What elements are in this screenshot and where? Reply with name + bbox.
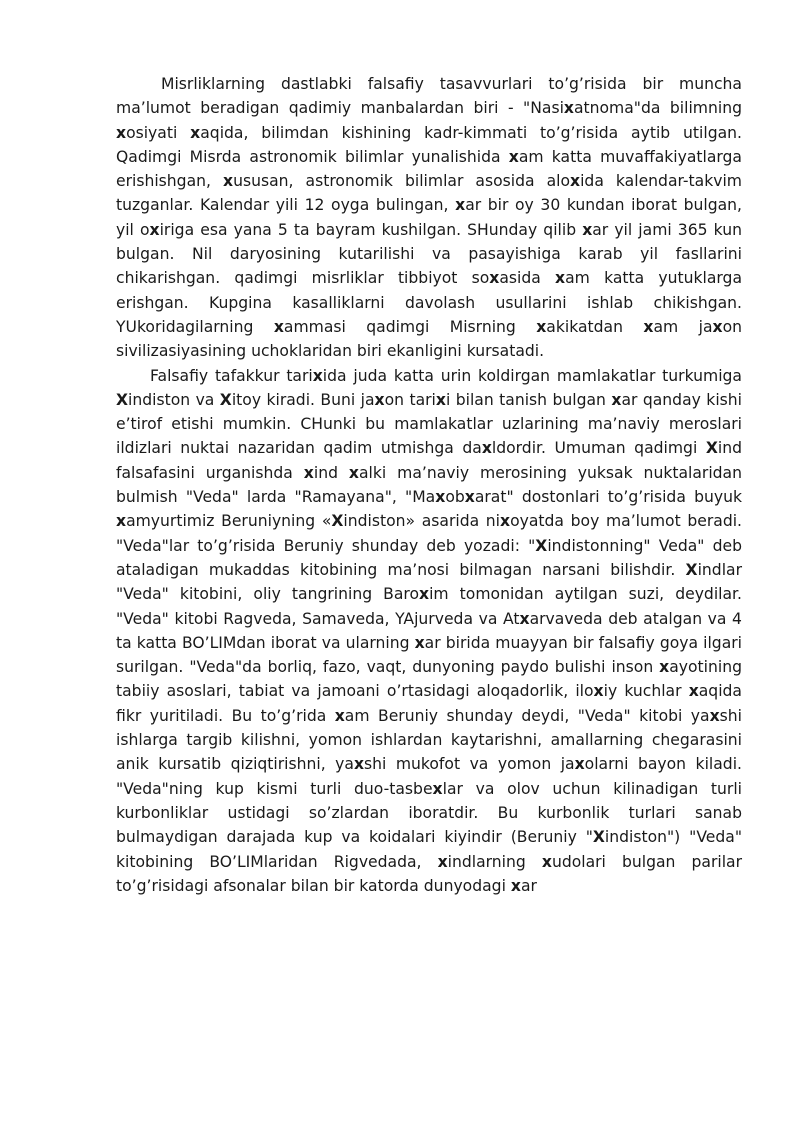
paragraph-misr: Misrliklarning dastlabki falsafiy tasavvurlari to’g’risida bir muncha ma’lumot beradigan qadimiy manbalardan biri - "Nasixatnoma"da bilimning xosiyati xaqida, bilimdan kishining kadr-kimmati to’g’risida aytib utilgan. Qadimgi Misrda astronomik bilimlar yunalishida xam katta muvaffakiyatlarga erishishgan, xususan, astronomik bilimlar asosida aloxida kalendar-takvim tuzganlar. Kalendar yili 12 oyga bulingan, xar bir oy 30 kundan iborat bulgan, yil oxiriga esa yana 5 ta bayram kushilgan. SHunday qilib xar yil jami 365 kun bulgan. Nil daryosining kutarilishi va pasayishiga karab yil fasllarini chikarishgan. qadimgi misrliklar tibbiyot soxasida xam katta yutuklarga erishgan. Kupgina kasalliklarni davolash usullarini ishlab chikishgan. YUkoridagilarning xammasi qadimgi Misrning xakikatdan xam jaxon sivilizasiyasining uchoklaridan biri ekanligini kursatadi.	[116, 75, 743, 361]
paragraph-hind: Falsafiy tafakkur tarixida juda katta urin koldirgan mamlakatlar turkumiga Xindiston va Xitoy kiradi. Buni jaxon tarixi bilan tanish bulgan xar qanday kishi e’tirof etishi mumkin. CHunki bu mamlakatlar uzlarining ma’naviy meroslari ildizlari nuktai nazaridan qadim utmishga daxldordir. Umuman qadimgi Xind falsafasini urganishda xind xalki ma’naviy merosining yuksak nuktalaridan bulmish "Veda" larda "Ramayana", "Maxobxarat" dostonlari to’g’risida buyuk xamyurtimiz Beruniyning «Xindiston» asarida nixoyatda boy ma’lumot beradi. "Veda"lar to’g’risida Beruniy shunday deb yozadi: "Xindistonning" Veda" deb ataladigan mukaddas kitobining ma’nosi bilmagan narsani bilishdir. Xindlar "Veda" kitobini, oliy tangrining Baroxim tomonidan aytilgan suzi, deydilar. "Veda" kitobi Ragveda, Samaveda, YAjurveda va Atxarvaveda deb atalgan va 4 ta katta BO’LIMdan iborat va ularning xar birida muayyan bir falsafiy goya ilgari surilgan. "Veda"da borliq, fazo, vaqt, dunyoning paydo bulishi inson xayotining tabiiy asoslari, tabiat va jamoani o’rtasidagi aloqadorlik, iloxiy kuchlar xaqida fikr yuritiladi. Bu to’g’rida xam Beruniy shunday deydi, "Veda" kitobi yaxshi ishlarga targib kilishni, yomon ishlardan kaytarishni, amallarning chegarasini anik kursatib qiziqtirishni, yaxshi mukofot va yomon jaxolarni bayon kiladi. "Veda"ning kup kismi turli duo-tasbexlar va olov uchun kilinadigan turli kurbonliklar ustidagi so’zlardan iboratdir. Bu kurbonlik turlari sanab bulmaydigan darajada kup va koidalari kiyindir (Beruniy "Xindiston") "Veda" kitobining BO’LIMlaridan Rigvedada, xindlarning xudolari bulgan parilar to’g’risidagi afsonalar bilan bir katorda dunyodagi xar	[116, 366, 743, 895]
document-page	[116, 72, 742, 898]
